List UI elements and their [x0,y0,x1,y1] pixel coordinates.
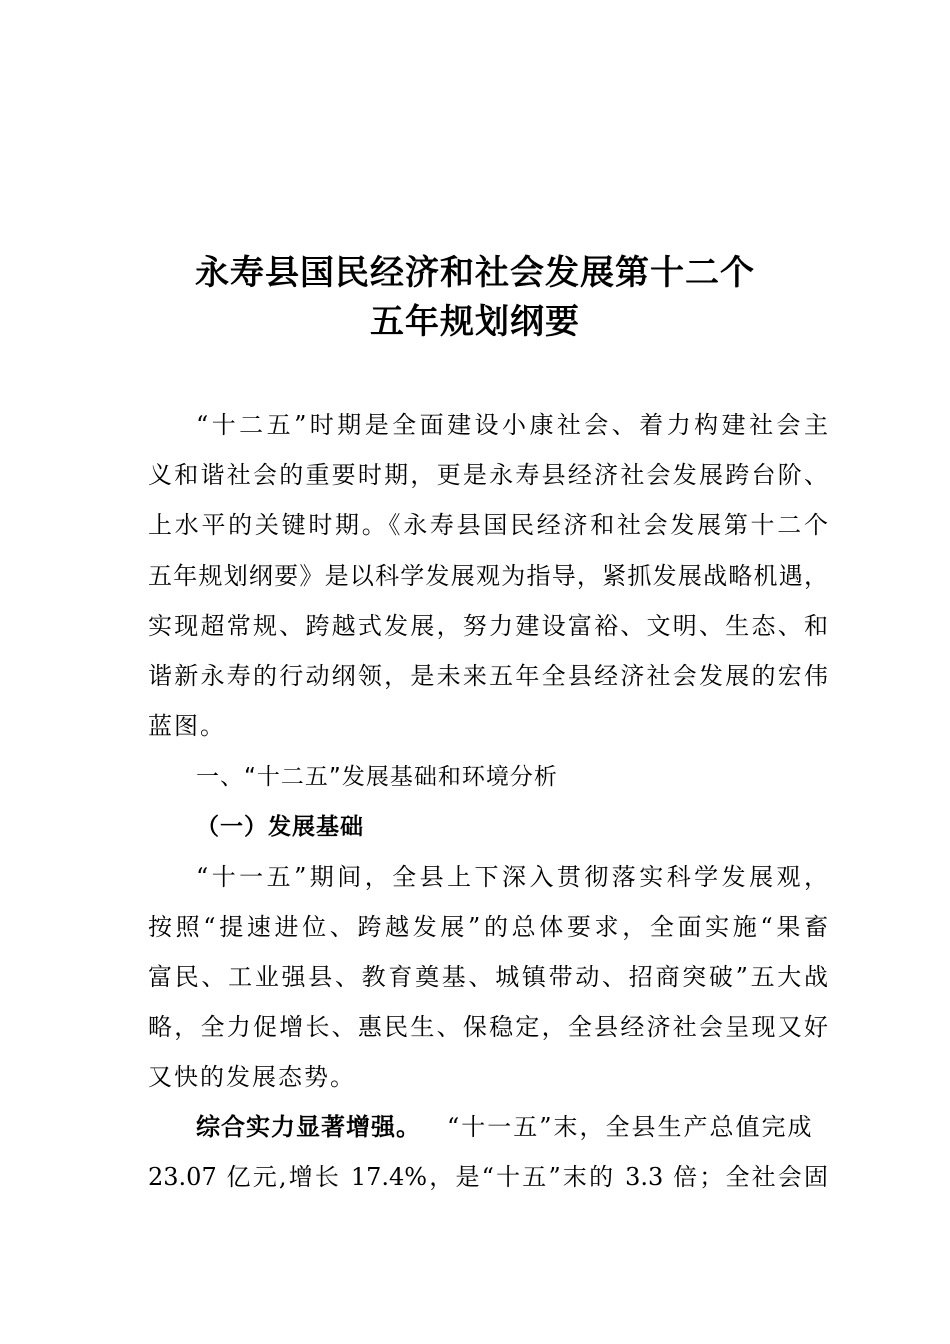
section-heading: 一、“十二五”发展基础和环境分析 [196,764,558,790]
basis-line-4: 略，全力促增长、惠民生、保稳定，全县经济社会呈现又好 [148,1013,828,1041]
document-title-line-1: 永寿县国民经济和社会发展第十二个 [195,253,755,293]
strength-line-1-rest: “十一五”末，全县生产总值完成 [447,1113,814,1141]
basis-line-2: 按照“提速进位、跨越发展”的总体要求，全面实施“果畜 [148,913,828,941]
intro-line-5: 实现超常规、跨越式发展，努力建设富裕、文明、生态、和 [148,612,828,640]
basis-line-5: 又快的发展态势。 [148,1063,356,1091]
intro-line-2: 义和谐社会的重要时期，更是永寿县经济社会发展跨台阶、 [148,461,828,489]
strength-line-2: 23.07 亿元,增长 17.4%，是“十五”末的 3.3 倍；全社会固 [148,1163,828,1191]
strength-line-1 [196,1112,828,1142]
strength-lead: 综合实力显著增强。 [196,1113,421,1141]
basis-line-3: 富民、工业强县、教育奠基、城镇带动、招商突破”五大战 [148,963,828,991]
intro-line-3: 上水平的关键时期。《永寿县国民经济和社会发展第十二个 [148,511,828,539]
subsection-heading: （一）发展基础 [196,814,364,840]
document-title-line-2: 五年规划纲要 [370,302,580,342]
intro-line-6: 谐新永寿的行动纲领，是未来五年全县经济社会发展的宏伟 [148,662,828,690]
intro-line-4: 五年规划纲要》是以科学发展观为指导，紧抓发展战略机遇， [148,562,828,590]
intro-line-7: 蓝图。 [148,712,226,740]
basis-line-1: “十一五”期间，全县上下深入贯彻落实科学发展观， [196,863,828,891]
intro-line-1: “十二五”时期是全面建设小康社会、着力构建社会主 [196,411,828,439]
